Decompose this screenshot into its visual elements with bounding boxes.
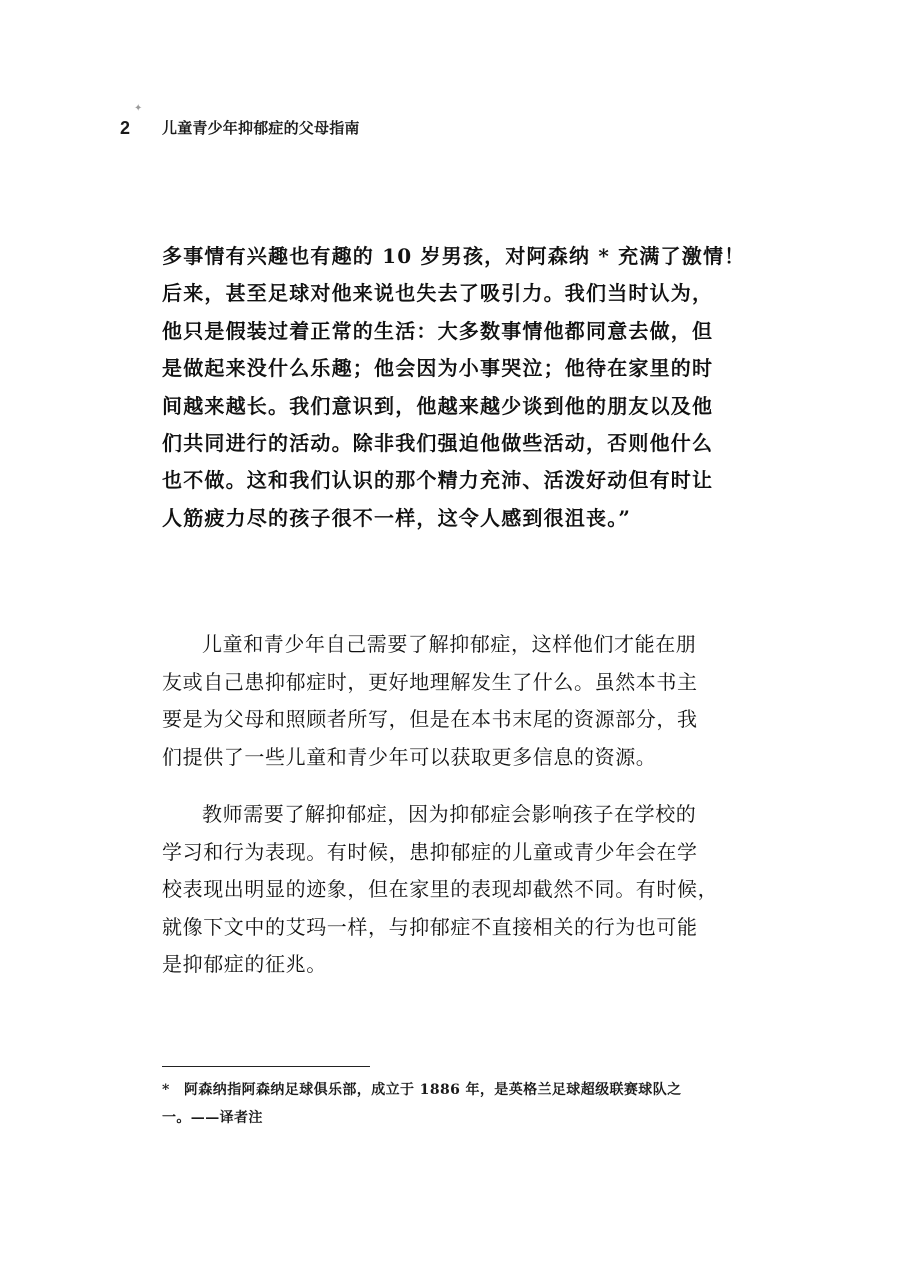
quote-line: 人筋疲力尽的孩子很不一样，这令人感到很沮丧。” (162, 505, 632, 530)
paragraph-line: 们提供了一些儿童和青少年可以获取更多信息的资源。 (162, 744, 657, 769)
paragraph-line: 学习和行为表现。有时候，患抑郁症的儿童或青少年会在学 (162, 839, 698, 864)
footnote (162, 1076, 742, 1132)
quote-line: 也不做。这和我们认识的那个精力充沛、活泼好动但有时让 (162, 468, 714, 493)
footnote-marker: * (162, 1082, 170, 1098)
footnote-line (162, 1076, 742, 1104)
sparkle-icon: ✦ (134, 103, 143, 114)
paragraph-line: 教师需要了解抑郁症，因为抑郁症会影响孩子在学校的 (202, 802, 697, 826)
paragraph-line: 是抑郁症的征兆。 (162, 952, 327, 977)
running-header-title: 儿童青少年抑郁症的父母指南 (162, 119, 360, 137)
quote-line: 间越来越长。我们意识到，他越来越少谈到他的朋友以及他 (162, 393, 714, 418)
footnote-divider (162, 1066, 370, 1067)
body-paragraph-1 (162, 626, 742, 776)
paragraph-line: 校表现出明显的迹象，但在家里的表现却截然不同。有时候， (162, 877, 719, 902)
quote-line: 们共同进行的活动。除非我们强迫他做些活动，否则他什么 (162, 430, 714, 455)
body-paragraph-2 (162, 796, 742, 984)
quote-block (162, 238, 746, 537)
paragraph-line: 儿童和青少年自己需要了解抑郁症，这样他们才能在朋 (202, 632, 697, 656)
paragraph-line: 就像下文中的艾玛一样，与抑郁症不直接相关的行为也可能 (162, 914, 698, 939)
quote-line: 后来，甚至足球对他来说也失去了吸引力。我们当时认为， (162, 281, 714, 306)
paragraph-line: 友或自己患抑郁症时，更好地理解发生了什么。虽然本书主 (162, 669, 698, 694)
footnote-line: 一。——译者注 (162, 1110, 263, 1126)
quote-line: 他只是假装过着正常的生活：大多数事情他都同意去做，但 (162, 318, 714, 343)
footnote-text: 阿森纳指阿森纳足球俱乐部，成立于 1886 年，是英格兰足球超级联赛球队之 (184, 1082, 682, 1098)
paragraph-line: 要是为父母和照顾者所写，但是在本书末尾的资源部分，我 (162, 707, 698, 732)
quote-line: 多事情有兴趣也有趣的 10 岁男孩，对阿森纳 * 充满了激情！ (162, 244, 746, 268)
quote-line: 是做起来没什么乐趣；他会因为小事哭泣；他待在家里的时 (162, 356, 714, 381)
page-number: 2 (120, 117, 131, 138)
